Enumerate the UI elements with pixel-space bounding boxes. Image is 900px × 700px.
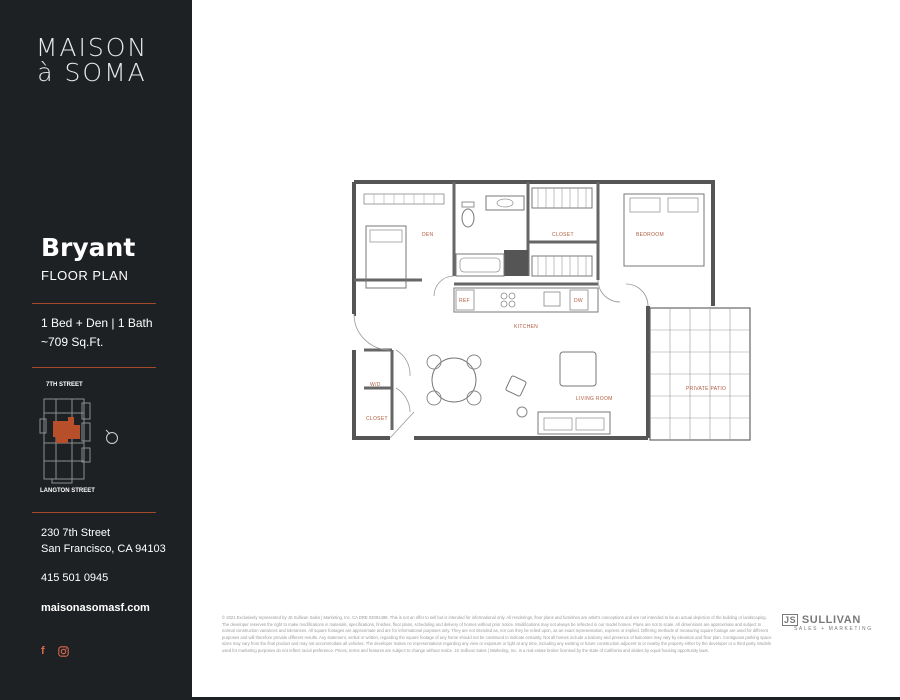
- floor-plan: [352, 180, 757, 450]
- unit-size: ~709 Sq.Ft.: [41, 335, 104, 349]
- label-kitchen: KITCHEN: [514, 324, 539, 330]
- label-closet-top: CLOSET: [552, 232, 574, 238]
- address-line2: San Francisco, CA 94103: [41, 543, 166, 555]
- unit-name: Bryant: [41, 233, 136, 262]
- divider: [32, 367, 156, 368]
- keyplan-map: [38, 393, 128, 485]
- unit-subtitle: FLOOR PLAN: [41, 268, 129, 283]
- sullivan-tagline: SALES + MARKETING: [794, 626, 873, 632]
- keyplan-bottom-street: LANGTON STREET: [40, 488, 95, 494]
- label-living-room: LIVING ROOM: [576, 396, 613, 402]
- label-dw: DW: [574, 298, 583, 304]
- sidebar: [0, 0, 192, 700]
- facebook-icon[interactable]: f: [41, 645, 45, 657]
- label-closet-bottom: CLOSET: [366, 416, 388, 422]
- divider: [32, 303, 156, 304]
- address-line1: 230 7th Street: [41, 527, 111, 539]
- label-bedroom: BEDROOM: [636, 232, 664, 238]
- website-link[interactable]: maisonasomasf.com: [41, 602, 150, 614]
- instagram-icon[interactable]: [58, 646, 69, 657]
- phone-number: 415 501 0945: [41, 572, 109, 584]
- sullivan-brand: [782, 614, 877, 632]
- label-den: DEN: [422, 232, 434, 238]
- logo-line2: à SOMA: [37, 58, 147, 87]
- logo-line1: MAISON: [35, 33, 149, 62]
- label-private-patio: PRIVATE PATIO: [686, 386, 727, 392]
- label-wd: W/D: [370, 382, 381, 388]
- label-ref: REF: [459, 298, 470, 304]
- legal-disclaimer: © 2021 Exclusively represented by JS Sullivan Sales | Marketing, Inc. CA DRE 02091498. This is not an offer to sell but is intended for informational only. All renderings, floor plans and furnishes are artist's conceptions and are not intended to be an actual depiction of the building or landscaping. The developer reserves the right to make modifications in materials, specifications, finishes, floor plans, scheduling and delivery of homes without prior notice. Modifications may not always be reflected in our model homes. Plans are not to scale. All dimensions are approximate and subject to normal construction variances and tolerances. All square footages are approximate and are for informational purposes only. They are not intended as, nor can they be relied upon, as an exact representation, express or implied. Differing methods of measuring square footage are used for different purposes and will therefore provide different results. Any statement, verbal or written, regarding the square footage of any home should not be construed to indicate certainty. Not all homes include a balcony and presence of balconies may vary by elevation and floor plan. Contiguous parking space sizes may vary from the final product and may not accommodate all vehicles. The developer makes no representations regarding any view or exposure or light at any time, including any existing or future construction adjacent to or nearby the property either by the developer or a third party. Models used for marketing purposes do not reflect racial preference. Prices, terms and features are subject to change without notice. JS Sullivan Sales | Marketing, Inc. is a real estate broker licensed by the state of California and abides by equal housing opportunity laws.: [222, 615, 772, 653]
- keyplan-top-street: 7TH STREET: [46, 382, 83, 388]
- divider: [32, 512, 156, 513]
- beds-baths: 1 Bed + Den | 1 Bath: [41, 316, 153, 330]
- sullivan-logo: JS SULLIVAN: [784, 614, 861, 626]
